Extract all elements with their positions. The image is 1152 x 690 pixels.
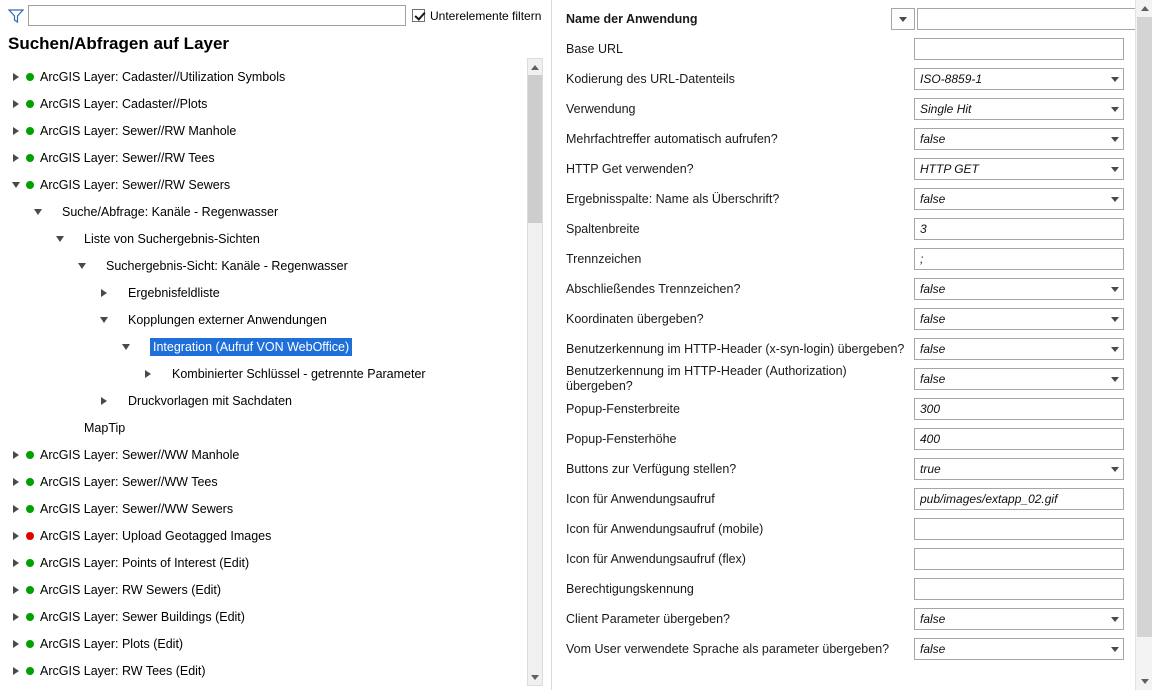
dropdown-value: true <box>920 462 941 476</box>
property-dropdown[interactable] <box>914 278 1124 300</box>
property-label: Kodierung des URL-Datenteils <box>566 71 735 86</box>
status-ok-icon <box>26 100 34 108</box>
tree-indent-spacer <box>52 420 68 436</box>
property-label: Spaltenbreite <box>566 221 640 236</box>
property-label: Icon für Anwendungsaufruf (mobile) <box>566 521 764 536</box>
chevron-right-icon[interactable] <box>8 582 24 598</box>
property-field <box>914 278 1124 300</box>
property-label: Benutzerkennung im HTTP-Header (x-syn-login) übergeben? <box>566 341 905 356</box>
property-label: Icon für Anwendungsaufruf <box>566 491 715 506</box>
tree-item[interactable] <box>0 522 552 549</box>
status-ok-icon <box>26 559 34 567</box>
chevron-down-icon[interactable] <box>1107 99 1123 119</box>
tree-item-label: ArcGIS Layer: Sewer//WW Tees <box>40 474 218 489</box>
property-row <box>552 484 1152 514</box>
tree-item[interactable] <box>0 549 552 576</box>
property-dropdown[interactable] <box>914 68 1124 90</box>
status-error-icon <box>26 532 34 540</box>
chevron-down-icon[interactable] <box>1107 369 1123 389</box>
property-text-input[interactable] <box>914 428 1124 450</box>
property-dropdown[interactable] <box>914 308 1124 330</box>
property-dropdown[interactable] <box>914 98 1124 120</box>
properties-panel <box>552 0 1152 690</box>
property-label: Verwendung <box>566 101 636 116</box>
property-row <box>552 454 1152 484</box>
chevron-down-icon[interactable] <box>74 258 90 274</box>
property-text-input[interactable] <box>914 38 1124 60</box>
tree-item-label: Ergebnisfeldliste <box>128 285 220 300</box>
property-label: Abschließendes Trennzeichen? <box>566 281 741 296</box>
status-ok-icon <box>26 505 34 513</box>
property-field <box>914 518 1124 540</box>
tree-item[interactable] <box>0 198 552 225</box>
property-row <box>552 424 1152 454</box>
dropdown-value: false <box>920 642 946 656</box>
status-ok-icon <box>26 451 34 459</box>
tree-vertical-scrollbar[interactable] <box>527 58 543 686</box>
property-row <box>552 214 1152 244</box>
chevron-right-icon[interactable] <box>96 393 112 409</box>
chevron-right-icon[interactable] <box>8 150 24 166</box>
filter-input[interactable] <box>28 5 406 26</box>
property-row <box>552 394 1152 424</box>
tree-item-label: ArcGIS Layer: Points of Interest (Edit) <box>40 555 250 570</box>
property-dropdown[interactable] <box>914 188 1124 210</box>
property-row <box>552 334 1152 364</box>
filter-subelements-label: Unterelemente filtern <box>430 8 542 23</box>
scroll-down-button[interactable] <box>528 669 542 685</box>
tree-item-label: ArcGIS Layer: Upload Geotagged Images <box>40 528 272 543</box>
property-field <box>914 488 1124 510</box>
checkbox-box[interactable] <box>412 9 425 22</box>
tree-item-label: Druckvorlagen mit Sachdaten <box>128 393 292 408</box>
property-dropdown[interactable] <box>914 338 1124 360</box>
tree-item[interactable] <box>0 144 552 171</box>
chevron-down-icon[interactable] <box>1107 609 1123 629</box>
properties-scroll-up-button[interactable] <box>1136 0 1152 17</box>
chevron-down-icon[interactable] <box>891 8 915 30</box>
chevron-right-icon[interactable] <box>8 474 24 490</box>
property-row <box>552 244 1152 274</box>
chevron-right-icon[interactable] <box>8 447 24 463</box>
property-label: Popup-Fensterbreite <box>566 401 680 416</box>
tree-item-label: ArcGIS Layer: Sewer//WW Sewers <box>40 501 234 516</box>
property-label: Benutzerkennung im HTTP-Header (Authorization) übergeben? <box>566 364 847 393</box>
property-field <box>914 98 1124 120</box>
property-dropdown[interactable] <box>914 158 1124 180</box>
chevron-down-icon[interactable] <box>1107 159 1123 179</box>
property-row <box>552 34 1152 64</box>
chevron-right-icon[interactable] <box>8 663 24 679</box>
tree-item[interactable] <box>0 657 552 684</box>
chevron-down-icon[interactable] <box>1107 69 1123 89</box>
tree-item[interactable] <box>0 279 552 306</box>
tree-item-label: ArcGIS Layer: Cadaster//Plots <box>40 96 208 111</box>
property-field <box>914 578 1124 600</box>
property-field <box>914 38 1124 60</box>
tree-item-label: Suche/Abfrage: Kanäle - Regenwasser <box>62 204 279 219</box>
tree-item[interactable] <box>0 603 552 630</box>
property-row <box>552 514 1152 544</box>
property-text-input[interactable] <box>914 398 1124 420</box>
property-row <box>552 4 1152 34</box>
chevron-down-icon[interactable] <box>1107 279 1123 299</box>
tree-item[interactable] <box>0 441 552 468</box>
property-label: Koordinaten übergeben? <box>566 311 704 326</box>
property-row <box>552 94 1152 124</box>
properties-list <box>552 4 1152 664</box>
property-row <box>552 304 1152 334</box>
tree-item[interactable] <box>0 576 552 603</box>
status-ok-icon <box>26 613 34 621</box>
tree-item-label: Kombinierter Schlüssel - getrennte Parameter <box>172 366 426 381</box>
property-field <box>914 608 1124 630</box>
tree-scroll-area[interactable] <box>0 58 552 690</box>
tree-item[interactable] <box>0 495 552 522</box>
chevron-down-icon[interactable] <box>118 339 134 355</box>
property-row <box>552 124 1152 154</box>
chevron-down-icon[interactable] <box>1107 309 1123 329</box>
dropdown-value: false <box>920 132 946 146</box>
chevron-down-icon[interactable] <box>1107 339 1123 359</box>
property-label: Mehrfachtreffer automatisch aufrufen? <box>566 131 778 146</box>
tree-item[interactable] <box>0 171 552 198</box>
dropdown-value: false <box>920 312 946 326</box>
property-text-input[interactable] <box>914 248 1124 270</box>
chevron-down-icon[interactable] <box>30 204 46 220</box>
property-text-input[interactable] <box>914 578 1124 600</box>
properties-vertical-scrollbar[interactable] <box>1135 0 1152 690</box>
chevron-down-icon[interactable] <box>52 231 68 247</box>
tree-item[interactable] <box>0 63 552 90</box>
property-field <box>914 338 1124 360</box>
application-name-input[interactable] <box>917 8 1152 30</box>
property-row <box>552 634 1152 664</box>
tree-item-label: ArcGIS Layer: Sewer//WW Manhole <box>40 447 240 462</box>
dropdown-value: false <box>920 342 946 356</box>
property-row <box>552 184 1152 214</box>
tree-item-label: Integration (Aufruf VON WebOffice) <box>150 338 352 356</box>
status-ok-icon <box>26 640 34 648</box>
tree-item-label: Liste von Suchergebnis-Sichten <box>84 231 260 246</box>
chevron-right-icon[interactable] <box>8 501 24 517</box>
application-name-field <box>891 8 1152 30</box>
properties-scroll-down-button[interactable] <box>1136 673 1152 690</box>
property-field <box>914 188 1124 210</box>
properties-scrollbar-thumb[interactable] <box>1137 17 1152 637</box>
tree-item-label: ArcGIS Layer: Plots (Edit) <box>40 636 184 651</box>
property-dropdown[interactable] <box>914 128 1124 150</box>
tree-item[interactable] <box>0 225 552 252</box>
property-label: Vom User verwendete Sprache als parameter übergeben? <box>566 641 890 656</box>
property-field <box>914 398 1124 420</box>
tree-item-label: ArcGIS Layer: Sewer//RW Sewers <box>40 177 231 192</box>
chevron-down-icon[interactable] <box>1107 639 1123 659</box>
status-ok-icon <box>26 73 34 81</box>
property-text-input[interactable] <box>914 548 1124 570</box>
property-text-input[interactable] <box>914 488 1124 510</box>
property-field <box>914 548 1124 570</box>
dropdown-value: false <box>920 192 946 206</box>
status-ok-icon <box>26 478 34 486</box>
property-label: Popup-Fensterhöhe <box>566 431 677 446</box>
property-field <box>914 68 1124 90</box>
chevron-right-icon[interactable] <box>140 366 156 382</box>
property-label: Trennzeichen <box>566 251 642 266</box>
status-ok-icon <box>26 586 34 594</box>
property-label: Buttons zur Verfügung stellen? <box>566 461 737 476</box>
scrollbar-thumb[interactable] <box>528 75 542 223</box>
tree-item-label: ArcGIS Layer: Sewer//RW Manhole <box>40 123 237 138</box>
property-field <box>914 428 1124 450</box>
tree-item[interactable] <box>0 387 552 414</box>
property-label: Ergebnisspalte: Name als Überschrift? <box>566 191 780 206</box>
property-row <box>552 604 1152 634</box>
tree-item[interactable] <box>0 414 552 441</box>
property-field <box>891 8 1152 30</box>
property-field <box>914 248 1124 270</box>
layer-tree <box>0 58 552 684</box>
property-label: Icon für Anwendungsaufruf (flex) <box>566 551 746 566</box>
status-ok-icon <box>26 667 34 675</box>
property-field <box>914 218 1124 240</box>
chevron-right-icon[interactable] <box>96 285 112 301</box>
dropdown-value: Single Hit <box>920 102 972 116</box>
dropdown-value: HTTP GET <box>920 162 979 176</box>
filter-subelements-checkbox[interactable] <box>412 9 541 23</box>
dropdown-value: false <box>920 612 946 626</box>
chevron-right-icon[interactable] <box>8 528 24 544</box>
property-label: Base URL <box>566 41 623 56</box>
dropdown-value: false <box>920 282 946 296</box>
property-row <box>552 154 1152 184</box>
page-title: Suchen/Abfragen auf Layer <box>8 34 230 53</box>
tree-item[interactable] <box>0 468 552 495</box>
property-dropdown[interactable] <box>914 638 1124 660</box>
property-dropdown[interactable] <box>914 458 1124 480</box>
chevron-down-icon[interactable] <box>1107 129 1123 149</box>
chevron-down-icon[interactable] <box>8 177 24 193</box>
property-label: HTTP Get verwenden? <box>566 161 694 176</box>
dropdown-value: false <box>920 372 946 386</box>
chevron-right-icon[interactable] <box>8 69 24 85</box>
property-row <box>552 574 1152 604</box>
status-ok-icon <box>26 127 34 135</box>
tree-item-label: ArcGIS Layer: Cadaster//Utilization Symbols <box>40 69 286 84</box>
chevron-right-icon[interactable] <box>8 555 24 571</box>
property-dropdown[interactable] <box>914 608 1124 630</box>
tree-item[interactable] <box>0 360 552 387</box>
property-label: Berechtigungskennung <box>566 581 694 596</box>
layer-tree-panel <box>0 0 552 690</box>
status-ok-icon <box>26 181 34 189</box>
property-field <box>914 638 1124 660</box>
chevron-right-icon[interactable] <box>8 636 24 652</box>
property-text-input[interactable] <box>914 518 1124 540</box>
tree-item[interactable] <box>0 333 552 360</box>
scroll-up-button[interactable] <box>528 59 542 75</box>
tree-item-label: ArcGIS Layer: Sewer//RW Tees <box>40 150 215 165</box>
filter-icon <box>6 6 26 26</box>
property-row <box>552 274 1152 304</box>
chevron-right-icon[interactable] <box>8 609 24 625</box>
chevron-down-icon[interactable] <box>1107 459 1123 479</box>
chevron-down-icon[interactable] <box>1107 189 1123 209</box>
dropdown-value: ISO-8859-1 <box>920 72 983 86</box>
chevron-right-icon[interactable] <box>8 96 24 112</box>
tree-item-label: ArcGIS Layer: Sewer Buildings (Edit) <box>40 609 245 624</box>
tree-item[interactable] <box>0 117 552 144</box>
property-field <box>914 158 1124 180</box>
tree-item[interactable] <box>0 306 552 333</box>
tree-item-label: ArcGIS Layer: RW Tees (Edit) <box>40 663 206 678</box>
chevron-right-icon[interactable] <box>8 123 24 139</box>
property-field <box>914 458 1124 480</box>
property-row <box>552 364 1152 394</box>
tree-item-label: ArcGIS Layer: RW Sewers (Edit) <box>40 582 222 597</box>
property-text-input[interactable] <box>914 218 1124 240</box>
property-field <box>914 368 1124 390</box>
property-label: Client Parameter übergeben? <box>566 611 730 626</box>
property-label: Name der Anwendung <box>566 11 698 26</box>
property-field <box>914 308 1124 330</box>
property-row <box>552 544 1152 574</box>
status-ok-icon <box>26 154 34 162</box>
tree-item[interactable] <box>0 252 552 279</box>
tree-item-label: Suchergebnis-Sicht: Kanäle - Regenwasser <box>106 258 348 273</box>
tree-item[interactable] <box>0 90 552 117</box>
property-field <box>914 128 1124 150</box>
tree-item-label: MapTip <box>84 420 126 435</box>
tree-item-label: Kopplungen externer Anwendungen <box>128 312 327 327</box>
tree-item[interactable] <box>0 630 552 657</box>
chevron-down-icon[interactable] <box>96 312 112 328</box>
property-dropdown[interactable] <box>914 368 1124 390</box>
property-row <box>552 64 1152 94</box>
filter-toolbar <box>0 0 551 28</box>
